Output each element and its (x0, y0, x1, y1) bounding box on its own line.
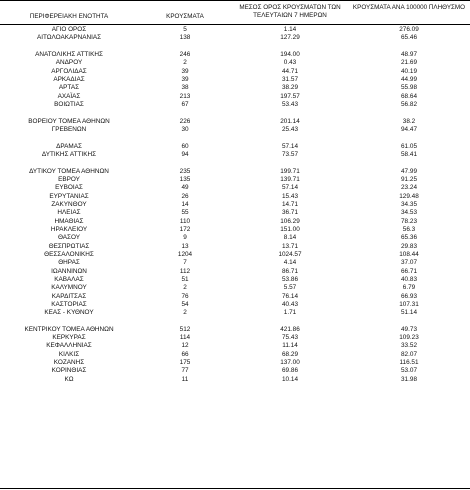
table-row (0, 201, 470, 209)
seven-day-average-cell: 15.43 (282, 192, 298, 200)
table-row (0, 118, 470, 126)
per-100k-cell: 31.98 (401, 375, 417, 383)
seven-day-average-cell: 421.86 (280, 325, 300, 333)
header-cases-per-100k: ΚΡΟΥΣΜΑΤΑ ΑΝΑ 100000 ΠΛΗΘΥΣΜΟ (352, 4, 466, 11)
per-100k-cell: 66.93 (401, 292, 417, 300)
region-cell: ΚΟΖΑΝΗΣ (53, 359, 85, 367)
cases-cell: 5 (183, 26, 187, 33)
seven-day-average-cell: 197.57 (280, 92, 300, 100)
table-row (0, 143, 470, 151)
per-100k-cell: 48.97 (401, 50, 417, 58)
seven-day-average-cell: 44.71 (282, 67, 298, 75)
per-100k-cell: 58.41 (401, 150, 417, 158)
per-100k-cell: 21.69 (401, 59, 417, 67)
per-100k-cell: 40.83 (401, 275, 417, 283)
table-row (0, 209, 470, 217)
region-cell: ΑΡΚΑΔΙΑΣ (53, 75, 85, 83)
region-cell: ΚΑΒΑΛΑΣ (54, 275, 84, 283)
per-100k-cell: 23.24 (401, 184, 417, 192)
table-body (0, 26, 470, 384)
header-cases: ΚΡΟΥΣΜΑΤΑ (166, 13, 204, 20)
per-100k-cell: 61.05 (401, 142, 417, 150)
cases-cell: 13 (181, 242, 189, 250)
table-row (0, 84, 470, 92)
region-cell: ΑΝΔΡΟΥ (55, 59, 83, 67)
table-row (0, 176, 470, 184)
cases-cell: 172 (179, 225, 191, 233)
cases-cell: 14 (181, 200, 189, 208)
seven-day-average-cell: 31.57 (282, 75, 298, 83)
cases-cell: 9 (183, 234, 187, 242)
cases-cell: 138 (179, 34, 191, 42)
region-cell: ΘΗΡΑΣ (58, 259, 80, 267)
per-100k-cell: 82.07 (401, 350, 417, 358)
region-cell: ΑΡΤΑΣ (58, 84, 80, 92)
region-cell: ΚΕΦΑΛΛΗΝΙΑΣ (46, 342, 92, 350)
cases-cell: 60 (181, 142, 189, 150)
seven-day-average-cell: 13.71 (282, 242, 298, 250)
table-row (0, 151, 470, 159)
table-row (0, 184, 470, 192)
cases-cell: 76 (181, 292, 189, 300)
cases-cell: 39 (181, 67, 189, 75)
per-100k-cell: 51.14 (401, 309, 417, 317)
region-cell: ΑΧΑΪΑΣ (57, 92, 81, 100)
cases-cell: 7 (183, 259, 187, 267)
cases-cell: 66 (181, 350, 189, 358)
table-row (0, 342, 470, 350)
cases-cell: 55 (181, 209, 189, 217)
cases-cell: 54 (181, 300, 189, 308)
header-seven-day-average: ΜΕΣΟΣ ΟΡΟΣ ΚΡΟΥΣΜΑΤΩΝ ΤΩΝ ΤΕΛΕΥΤΑΙΩΝ 7 ΗΜΕΡΩΝ (239, 4, 341, 19)
cases-cell: 226 (179, 117, 191, 125)
region-cell: ΕΥΒΟΙΑΣ (55, 184, 83, 192)
per-100k-cell: 56.3 (402, 225, 416, 233)
table-row (0, 376, 470, 384)
region-cell: ΓΡΕΒΕΝΩΝ (51, 125, 87, 133)
region-cell: ΕΥΡΥΤΑΝΙΑΣ (49, 192, 89, 200)
table-row (0, 276, 470, 284)
region-cell: ΚΑΣΤΟΡΙΑΣ (51, 300, 87, 308)
cases-cell: 114 (179, 334, 191, 342)
region-cell: ΚΑΡΔΙΤΣΑΣ (51, 292, 87, 300)
region-cell: ΑΓΙΟ ΟΡΟΣ (51, 26, 87, 33)
table-row (0, 76, 470, 84)
seven-day-average-cell: 36.71 (282, 209, 298, 217)
per-100k-cell: 94.47 (401, 125, 417, 133)
seven-day-average-cell: 8.14 (283, 234, 297, 242)
per-100k-cell: 109.23 (399, 334, 419, 342)
cases-cell: 512 (179, 325, 191, 333)
seven-day-average-cell: 25.43 (282, 125, 298, 133)
per-100k-cell: 33.52 (401, 342, 417, 350)
region-cell: ΚΟΡΙΝΘΙΑΣ (51, 367, 87, 375)
cases-cell: 67 (181, 100, 189, 108)
cases-cell: 2 (183, 284, 187, 292)
per-100k-cell: 276.09 (399, 26, 419, 33)
table-row (0, 68, 470, 76)
cases-cell: 1204 (177, 250, 193, 258)
seven-day-average-cell: 127.29 (280, 34, 300, 42)
table-row (0, 59, 470, 67)
cases-cell: 12 (181, 342, 189, 350)
cases-cell: 246 (179, 50, 191, 58)
per-100k-cell: 68.64 (401, 92, 417, 100)
per-100k-cell: 56.82 (401, 100, 417, 108)
per-100k-cell: 78.23 (401, 217, 417, 225)
cases-cell: 26 (181, 192, 189, 200)
table-row (0, 301, 470, 309)
table-row (0, 351, 470, 359)
seven-day-average-cell: 69.86 (282, 367, 298, 375)
seven-day-average-cell: 194.00 (280, 50, 300, 58)
table-row (0, 193, 470, 201)
cases-cell: 110 (179, 217, 191, 225)
cases-cell: 39 (181, 75, 189, 83)
region-cell: ΚΕΝΤΡΙΚΟΥ ΤΟΜΕΑ ΑΘΗΝΩΝ (24, 325, 114, 333)
table-row (0, 359, 470, 367)
seven-day-average-cell: 1024.57 (278, 250, 302, 258)
per-100k-cell: 6.79 (402, 284, 416, 292)
seven-day-average-cell: 10.14 (282, 375, 298, 383)
seven-day-average-cell: 86.71 (282, 267, 298, 275)
region-cell: ΘΕΣΠΡΩΤΙΑΣ (48, 242, 90, 250)
cases-cell: 51 (181, 275, 189, 283)
seven-day-average-cell: 73.57 (282, 150, 298, 158)
cases-cell: 135 (179, 175, 191, 183)
per-100k-cell: 29.83 (401, 242, 417, 250)
region-cell: ΘΕΣΣΑΛΟΝΙΚΗΣ (44, 250, 94, 258)
region-cell: ΚΕΑΣ - ΚΥΘΝΟΥ (44, 309, 94, 317)
cases-cell: 213 (179, 92, 191, 100)
region-cell: ΖΑΚΥΝΘΟΥ (51, 200, 87, 208)
region-cell: ΕΒΡΟΥ (58, 175, 80, 183)
region-cell: ΚΩ (64, 375, 74, 383)
per-100k-cell: 55.98 (401, 84, 417, 92)
table-row (0, 51, 470, 59)
cases-cell: 2 (183, 59, 187, 67)
per-100k-cell: 65.46 (401, 34, 417, 42)
region-cell: ΚΙΛΚΙΣ (58, 350, 80, 358)
per-100k-cell: 38.2 (402, 117, 416, 125)
table-row (0, 34, 470, 42)
seven-day-average-cell: 68.29 (282, 350, 298, 358)
per-100k-cell: 91.25 (401, 175, 417, 183)
seven-day-average-cell: 201.14 (280, 117, 300, 125)
table-row (0, 234, 470, 242)
header-divider (0, 24, 470, 25)
region-cell: ΚΕΡΚΥΡΑΣ (52, 334, 86, 342)
cases-cell: 112 (179, 267, 191, 275)
table-row (0, 367, 470, 375)
per-100k-cell: 53.07 (401, 367, 417, 375)
region-cell: ΔΡΑΜΑΣ (56, 142, 82, 150)
per-100k-cell: 34.35 (401, 200, 417, 208)
seven-day-average-cell: 199.71 (280, 167, 300, 175)
region-cell: ΒΟΡΕΙΟΥ ΤΟΜΕΑ ΑΘΗΝΩΝ (28, 117, 110, 125)
seven-day-average-cell: 139.71 (280, 175, 300, 183)
cases-cell: 30 (181, 125, 189, 133)
region-cell: ΚΑΛΥΜΝΟΥ (51, 284, 87, 292)
cases-cell: 2 (183, 309, 187, 317)
cases-cell: 94 (181, 150, 189, 158)
per-100k-cell: 40.19 (401, 67, 417, 75)
cases-cell: 49 (181, 184, 189, 192)
table-row (0, 243, 470, 251)
seven-day-average-cell: 0.43 (283, 59, 297, 67)
per-100k-cell: 108.44 (399, 250, 419, 258)
seven-day-average-cell: 75.43 (282, 334, 298, 342)
region-cell: ΙΩΑΝΝΙΝΩΝ (51, 267, 87, 275)
table-row (0, 126, 470, 134)
region-cell: ΔΥΤΙΚΗΣ ΑΤΤΙΚΗΣ (41, 150, 97, 158)
table-row (0, 284, 470, 292)
seven-day-average-cell: 53.43 (282, 100, 298, 108)
group-spacer (0, 317, 470, 325)
cases-cell: 77 (181, 367, 189, 375)
seven-day-average-cell: 14.71 (282, 200, 298, 208)
seven-day-average-cell: 4.14 (283, 259, 297, 267)
table-row (0, 101, 470, 109)
table-row (0, 326, 470, 334)
per-100k-cell: 116.51 (399, 359, 419, 367)
seven-day-average-cell: 137.00 (280, 359, 300, 367)
cases-cell: 175 (179, 359, 191, 367)
seven-day-average-cell: 1.71 (283, 309, 297, 317)
seven-day-average-cell: 57.14 (282, 184, 298, 192)
region-cell: ΑΙΤΩΛΟΑΚΑΡΝΑΝΙΑΣ (36, 34, 102, 42)
table-row (0, 293, 470, 301)
seven-day-average-cell: 106.29 (280, 217, 300, 225)
region-cell: ΔΥΤΙΚΟΥ ΤΟΜΕΑ ΑΘΗΝΩΝ (29, 167, 109, 175)
cases-cell: 11 (181, 375, 189, 383)
seven-day-average-cell: 1.14 (283, 26, 297, 33)
region-cell: ΑΡΓΟΛΙΔΑΣ (51, 67, 87, 75)
table-row (0, 26, 470, 34)
table-row (0, 226, 470, 234)
per-100k-cell: 49.73 (401, 325, 417, 333)
group-spacer (0, 134, 470, 142)
region-cell: ΗΛΕΙΑΣ (57, 209, 81, 217)
per-100k-cell: 65.36 (401, 234, 417, 242)
per-100k-cell: 37.07 (401, 259, 417, 267)
region-cell: ΒΟΙΩΤΙΑΣ (54, 100, 84, 108)
per-100k-cell: 34.53 (401, 209, 417, 217)
group-spacer (0, 159, 470, 167)
per-100k-cell: 47.99 (401, 167, 417, 175)
seven-day-average-cell: 40.43 (282, 300, 298, 308)
seven-day-average-cell: 11.14 (282, 342, 298, 350)
per-100k-cell: 66.71 (401, 267, 417, 275)
group-spacer (0, 43, 470, 51)
region-cell: ΗΡΑΚΛΕΙΟΥ (50, 225, 88, 233)
cases-cell: 38 (181, 84, 189, 92)
seven-day-average-cell: 76.14 (282, 292, 298, 300)
cases-cell: 235 (179, 167, 191, 175)
table-bottom-border (0, 488, 470, 489)
per-100k-cell: 129.48 (399, 192, 419, 200)
seven-day-average-cell: 38.29 (282, 84, 298, 92)
region-cell: ΘΑΣΟΥ (57, 234, 81, 242)
table-row (0, 168, 470, 176)
table-row (0, 251, 470, 259)
region-cell: ΑΝΑΤΟΛΙΚΗΣ ΑΤΤΙΚΗΣ (35, 50, 103, 58)
header-region: ΠΕΡΙΦΕΡΕΙΑΚΗ ΕΝΟΤΗΤΑ (29, 13, 109, 20)
table-header (0, 0, 470, 24)
seven-day-average-cell: 57.14 (282, 142, 298, 150)
per-100k-cell: 44.99 (401, 75, 417, 83)
seven-day-average-cell: 151.00 (280, 225, 300, 233)
table-row (0, 309, 470, 317)
group-spacer (0, 109, 470, 117)
table-row (0, 259, 470, 267)
table-row (0, 218, 470, 226)
seven-day-average-cell: 5.57 (283, 284, 297, 292)
table-row (0, 268, 470, 276)
table-row (0, 334, 470, 342)
region-cell: ΗΜΑΘΙΑΣ (54, 217, 84, 225)
seven-day-average-cell: 53.86 (282, 275, 298, 283)
per-100k-cell: 107.31 (399, 300, 419, 308)
table-row (0, 93, 470, 101)
